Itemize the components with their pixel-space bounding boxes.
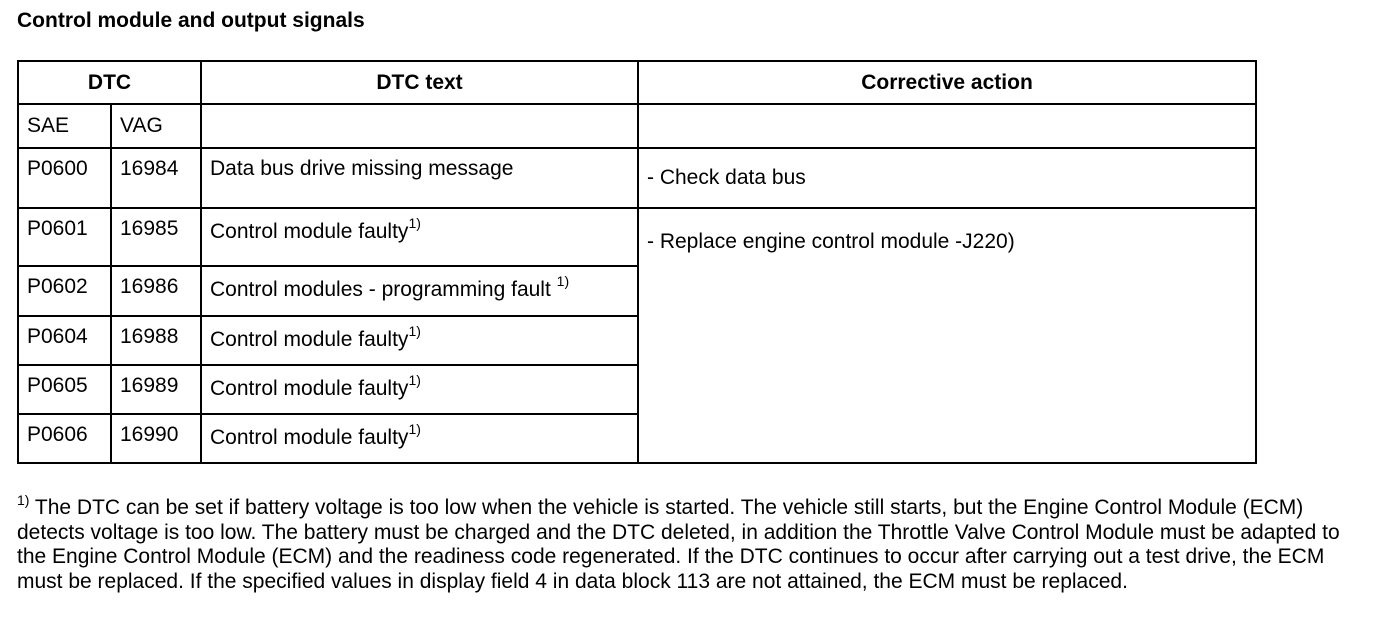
vag-code: 16990 xyxy=(111,414,201,463)
page-title: Control module and output signals xyxy=(17,9,365,32)
subheader-row xyxy=(18,104,1256,148)
sae-code: P0601 xyxy=(18,208,111,266)
footnote-marker: 1) xyxy=(408,372,421,388)
header-dtc: DTC xyxy=(18,61,201,104)
header-corrective-action: Corrective action xyxy=(638,61,1256,104)
header-row xyxy=(18,61,1256,104)
table-row xyxy=(18,208,1256,266)
footnote-marker: 1) xyxy=(408,215,421,231)
header-dtc-text: DTC text xyxy=(201,61,638,104)
sae-code: P0604 xyxy=(18,316,111,365)
corrective-action-replace-ecm xyxy=(638,208,1256,463)
dtc-text-label: Control module faulty xyxy=(210,328,409,351)
dtc-table xyxy=(17,60,1257,464)
vag-code: 16985 xyxy=(111,208,201,266)
footnote-marker: 1) xyxy=(408,421,421,437)
sae-code: P0605 xyxy=(18,365,111,414)
empty-cell xyxy=(638,104,1256,148)
dtc-text-label: Data bus drive missing message xyxy=(210,157,514,180)
dtc-text xyxy=(201,266,638,316)
table-row xyxy=(18,148,1256,208)
footnote-marker: 1) xyxy=(408,323,421,339)
dtc-text xyxy=(201,414,638,463)
sae-code: P0600 xyxy=(18,148,111,208)
dtc-text-label: Control module faulty xyxy=(210,377,409,400)
dtc-text-label: Control modules - programming fault xyxy=(210,278,557,301)
sae-code: P0602 xyxy=(18,266,111,316)
dtc-text xyxy=(201,316,638,365)
footnote-marker: 1) xyxy=(17,492,30,508)
dtc-text xyxy=(201,365,638,414)
header-vag: VAG xyxy=(111,104,201,148)
header-sae: SAE xyxy=(18,104,111,148)
vag-code: 16984 xyxy=(111,148,201,208)
dtc-text xyxy=(201,148,638,208)
vag-code: 16988 xyxy=(111,316,201,365)
vag-code: 16989 xyxy=(111,365,201,414)
footnote-marker: 1) xyxy=(556,273,570,289)
vag-code: 16986 xyxy=(111,266,201,316)
dtc-text-label: Control module faulty xyxy=(210,426,409,449)
dtc-text xyxy=(201,208,638,266)
sae-code: P0606 xyxy=(18,414,111,463)
empty-cell xyxy=(201,104,638,148)
footnote xyxy=(17,492,1352,594)
dtc-text-label: Control module faulty xyxy=(210,220,409,243)
action-text: - Check data bus xyxy=(647,166,806,189)
action-text: - Replace engine control module -J220) xyxy=(647,230,1015,253)
footnote-text: The DTC can be set if battery voltage is too low when the vehicle is started. The vehicle still starts, but the Engine Control Module (ECM) detects voltage is too low. The battery must be charged and the DTC deleted, in addition the Throttle Valve Control Module must be adapted to the Engine Control Module (ECM) and the readiness code regenerated. If the DTC continues to occur after carrying out a test drive, the ECM must be replaced. If the specified values in display field 4 in data block 113 are not attained, the ECM must be replaced. xyxy=(17,496,1340,593)
corrective-action-check-data-bus xyxy=(638,148,1256,208)
